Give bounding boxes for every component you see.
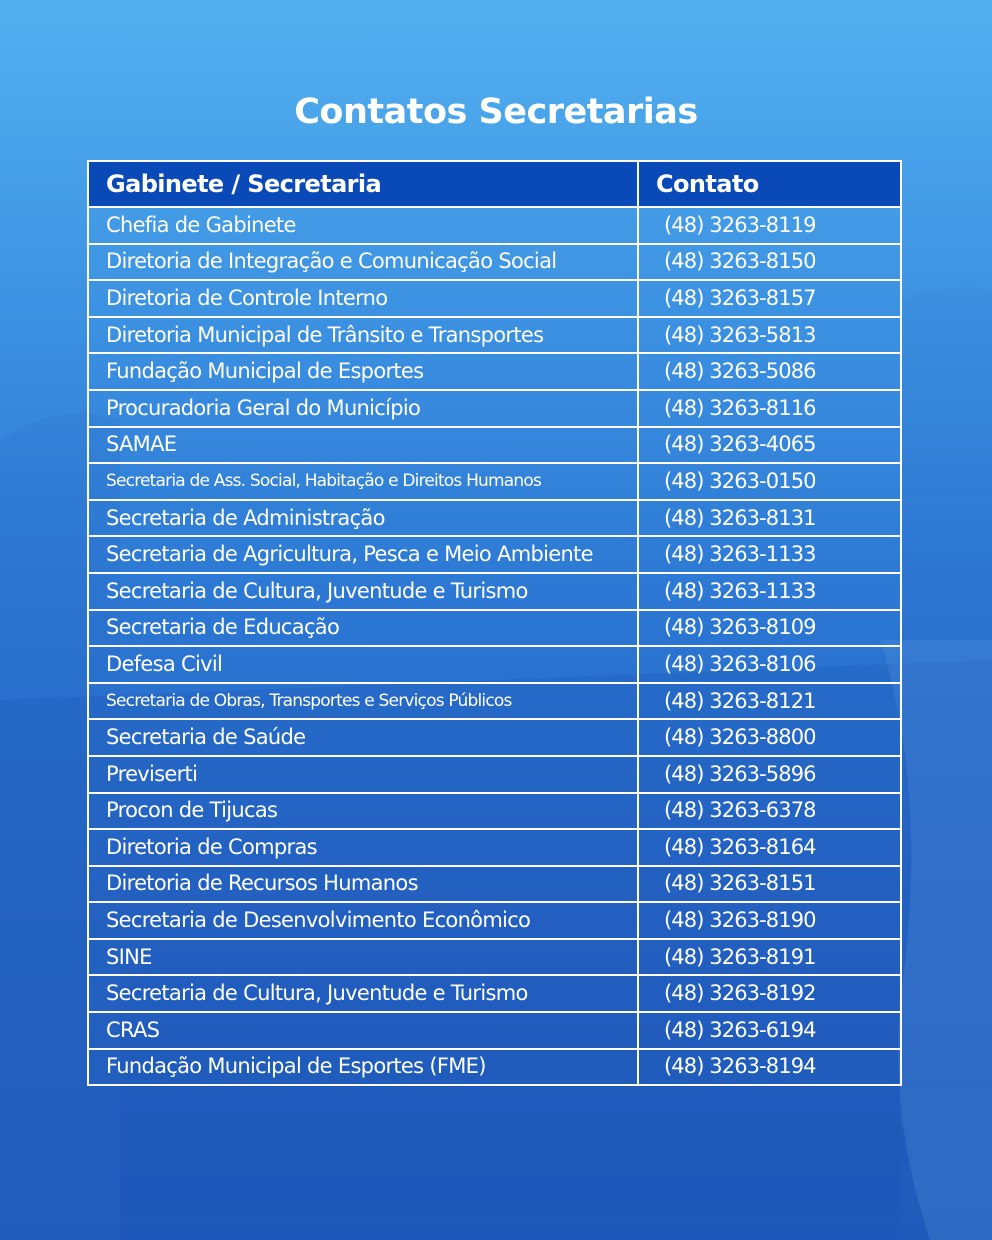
secretaria-name: Secretaria de Cultura, Juventude e Turismo xyxy=(88,975,638,1012)
table-row xyxy=(88,939,901,976)
table-row xyxy=(88,536,901,573)
phone-number: (48) 3263-8800 xyxy=(638,719,901,756)
secretaria-name: Secretaria de Obras, Transportes e Serviços Públicos xyxy=(88,683,638,720)
table-row xyxy=(88,829,901,866)
table-row xyxy=(88,719,901,756)
secretaria-name: CRAS xyxy=(88,1012,638,1049)
secretaria-name: Diretoria de Recursos Humanos xyxy=(88,866,638,903)
phone-number: (48) 3263-8164 xyxy=(638,829,901,866)
secretaria-name: Procuradoria Geral do Município xyxy=(88,390,638,427)
table-row xyxy=(88,317,901,354)
secretaria-name: Secretaria de Ass. Social, Habitação e Direitos Humanos xyxy=(88,463,638,500)
phone-number: (48) 3263-8192 xyxy=(638,975,901,1012)
table-row xyxy=(88,756,901,793)
secretaria-name: Diretoria de Controle Interno xyxy=(88,280,638,317)
phone-number: (48) 3263-8191 xyxy=(638,939,901,976)
phone-number: (48) 3263-8150 xyxy=(638,244,901,281)
column-header-contato: Contato xyxy=(638,161,901,207)
table-row xyxy=(88,280,901,317)
table-row xyxy=(88,975,901,1012)
table-row xyxy=(88,683,901,720)
phone-number: (48) 3263-8157 xyxy=(638,280,901,317)
secretaria-name: Secretaria de Administração xyxy=(88,500,638,537)
table-row xyxy=(88,646,901,683)
table-row xyxy=(88,610,901,647)
secretaria-name: Secretaria de Agricultura, Pesca e Meio Ambiente xyxy=(88,536,638,573)
secretaria-name: Diretoria de Integração e Comunicação Social xyxy=(88,244,638,281)
table-row xyxy=(88,207,901,244)
secretaria-name: Defesa Civil xyxy=(88,646,638,683)
phone-number: (48) 3263-5896 xyxy=(638,756,901,793)
phone-number: (48) 3263-6378 xyxy=(638,793,901,830)
secretaria-name: Secretaria de Saúde xyxy=(88,719,638,756)
phone-number: (48) 3263-8194 xyxy=(638,1049,901,1086)
secretaria-name: Chefia de Gabinete xyxy=(88,207,638,244)
secretaria-name: Secretaria de Desenvolvimento Econômico xyxy=(88,902,638,939)
contacts-table xyxy=(87,160,902,1086)
phone-number: (48) 3263-8151 xyxy=(638,866,901,903)
table-row xyxy=(88,427,901,464)
phone-number: (48) 3263-8131 xyxy=(638,500,901,537)
table-row xyxy=(88,1012,901,1049)
page-title: Contatos Secretarias xyxy=(294,92,698,132)
phone-number: (48) 3263-5813 xyxy=(638,317,901,354)
table-row xyxy=(88,902,901,939)
secretaria-name: SINE xyxy=(88,939,638,976)
secretaria-name: Secretaria de Cultura, Juventude e Turismo xyxy=(88,573,638,610)
table-row xyxy=(88,353,901,390)
table-row xyxy=(88,866,901,903)
table-row xyxy=(88,244,901,281)
column-header-secretaria: Gabinete / Secretaria xyxy=(88,161,638,207)
phone-number: (48) 3263-8190 xyxy=(638,902,901,939)
phone-number: (48) 3263-0150 xyxy=(638,463,901,500)
table-row xyxy=(88,1049,901,1086)
phone-number: (48) 3263-8116 xyxy=(638,390,901,427)
table-row xyxy=(88,463,901,500)
phone-number: (48) 3263-8121 xyxy=(638,683,901,720)
secretaria-name: Previserti xyxy=(88,756,638,793)
phone-number: (48) 3263-1133 xyxy=(638,536,901,573)
phone-number: (48) 3263-1133 xyxy=(638,573,901,610)
table-row xyxy=(88,573,901,610)
table-header-row xyxy=(88,161,901,207)
phone-number: (48) 3263-8109 xyxy=(638,610,901,647)
table-row xyxy=(88,500,901,537)
phone-number: (48) 3263-8119 xyxy=(638,207,901,244)
secretaria-name: Fundação Municipal de Esportes xyxy=(88,353,638,390)
table-row xyxy=(88,390,901,427)
phone-number: (48) 3263-6194 xyxy=(638,1012,901,1049)
secretaria-name: Procon de Tijucas xyxy=(88,793,638,830)
secretaria-name: Diretoria Municipal de Trânsito e Transportes xyxy=(88,317,638,354)
secretaria-name: Diretoria de Compras xyxy=(88,829,638,866)
phone-number: (48) 3263-4065 xyxy=(638,427,901,464)
secretaria-name: Secretaria de Educação xyxy=(88,610,638,647)
phone-number: (48) 3263-5086 xyxy=(638,353,901,390)
secretaria-name: Fundação Municipal de Esportes (FME) xyxy=(88,1049,638,1086)
table-row xyxy=(88,793,901,830)
secretaria-name: SAMAE xyxy=(88,427,638,464)
phone-number: (48) 3263-8106 xyxy=(638,646,901,683)
